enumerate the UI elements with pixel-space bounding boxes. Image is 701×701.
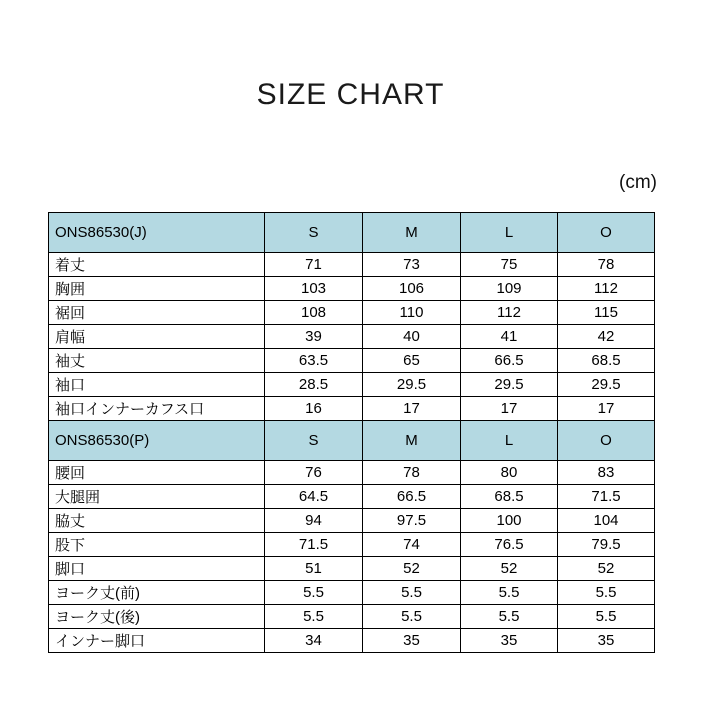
row-value-l: 5.5	[461, 581, 558, 605]
row-value-o: 35	[558, 629, 655, 653]
row-value-m: 106	[363, 277, 461, 301]
row-value-m: 73	[363, 253, 461, 277]
row-value-o: 5.5	[558, 581, 655, 605]
row-label: インナー脚口	[49, 629, 265, 653]
row-label: 袖口	[49, 373, 265, 397]
row-label: 脇丈	[49, 509, 265, 533]
row-label: 着丈	[49, 253, 265, 277]
row-label: 大腿囲	[49, 485, 265, 509]
row-value-l: 68.5	[461, 485, 558, 509]
row-value-s: 5.5	[265, 605, 363, 629]
row-value-l: 80	[461, 461, 558, 485]
header-cell-size-m: M	[363, 213, 461, 253]
row-value-o: 71.5	[558, 485, 655, 509]
table-header-row-pants	[49, 421, 655, 461]
table-row	[49, 461, 655, 485]
row-value-l: 100	[461, 509, 558, 533]
table-row	[49, 349, 655, 373]
row-value-m: 5.5	[363, 581, 461, 605]
row-label: 脚口	[49, 557, 265, 581]
table-row	[49, 557, 655, 581]
row-value-s: 103	[265, 277, 363, 301]
row-value-o: 115	[558, 301, 655, 325]
row-value-s: 28.5	[265, 373, 363, 397]
row-value-s: 63.5	[265, 349, 363, 373]
header-cell-size-m: M	[363, 421, 461, 461]
row-value-m: 74	[363, 533, 461, 557]
size-chart-table-wrap	[48, 212, 654, 653]
row-value-s: 76	[265, 461, 363, 485]
row-label: 袖丈	[49, 349, 265, 373]
table-row	[49, 253, 655, 277]
table-row	[49, 533, 655, 557]
row-value-s: 16	[265, 397, 363, 421]
row-value-o: 5.5	[558, 605, 655, 629]
table-row	[49, 485, 655, 509]
row-value-s: 94	[265, 509, 363, 533]
unit-note: (cm)	[619, 172, 657, 193]
row-label: 股下	[49, 533, 265, 557]
row-value-o: 83	[558, 461, 655, 485]
row-value-o: 68.5	[558, 349, 655, 373]
row-value-s: 34	[265, 629, 363, 653]
row-value-l: 112	[461, 301, 558, 325]
row-value-l: 35	[461, 629, 558, 653]
row-value-m: 29.5	[363, 373, 461, 397]
row-value-l: 17	[461, 397, 558, 421]
page-title: SIZE CHART	[256, 78, 445, 111]
header-cell-size-o: O	[558, 421, 655, 461]
row-value-s: 108	[265, 301, 363, 325]
table-row	[49, 581, 655, 605]
row-value-l: 41	[461, 325, 558, 349]
row-value-l: 29.5	[461, 373, 558, 397]
table-row	[49, 397, 655, 421]
row-value-s: 51	[265, 557, 363, 581]
table-row	[49, 301, 655, 325]
header-cell-size-s: S	[265, 213, 363, 253]
row-value-l: 52	[461, 557, 558, 581]
row-value-s: 64.5	[265, 485, 363, 509]
row-value-m: 5.5	[363, 605, 461, 629]
table-row	[49, 605, 655, 629]
row-value-s: 5.5	[265, 581, 363, 605]
row-value-m: 65	[363, 349, 461, 373]
row-value-o: 52	[558, 557, 655, 581]
row-value-l: 66.5	[461, 349, 558, 373]
table-row	[49, 277, 655, 301]
table-row	[49, 325, 655, 349]
row-value-m: 78	[363, 461, 461, 485]
row-value-o: 17	[558, 397, 655, 421]
row-label: 腰回	[49, 461, 265, 485]
table-header-row-jacket	[49, 213, 655, 253]
row-value-o: 104	[558, 509, 655, 533]
row-label: ヨーク丈(後)	[49, 605, 265, 629]
row-value-s: 39	[265, 325, 363, 349]
row-value-l: 5.5	[461, 605, 558, 629]
row-value-o: 79.5	[558, 533, 655, 557]
header-cell-size-o: O	[558, 213, 655, 253]
header-cell-size-l: L	[461, 421, 558, 461]
header-cell-size-s: S	[265, 421, 363, 461]
size-chart-table	[48, 212, 655, 653]
table-row	[49, 629, 655, 653]
row-value-m: 35	[363, 629, 461, 653]
row-value-m: 97.5	[363, 509, 461, 533]
row-value-o: 42	[558, 325, 655, 349]
row-value-o: 78	[558, 253, 655, 277]
table-row	[49, 509, 655, 533]
row-value-s: 71.5	[265, 533, 363, 557]
row-value-m: 17	[363, 397, 461, 421]
row-value-m: 66.5	[363, 485, 461, 509]
row-value-m: 52	[363, 557, 461, 581]
row-value-o: 112	[558, 277, 655, 301]
row-value-l: 76.5	[461, 533, 558, 557]
table-row	[49, 373, 655, 397]
header-cell-model-jacket: ONS86530(J)	[49, 213, 265, 253]
row-label: 袖口インナーカフス口	[49, 397, 265, 421]
row-value-o: 29.5	[558, 373, 655, 397]
header-cell-model-pants: ONS86530(P)	[49, 421, 265, 461]
row-value-m: 40	[363, 325, 461, 349]
row-value-l: 75	[461, 253, 558, 277]
row-label: 胸囲	[49, 277, 265, 301]
row-value-s: 71	[265, 253, 363, 277]
row-value-l: 109	[461, 277, 558, 301]
row-label: 裾回	[49, 301, 265, 325]
row-value-m: 110	[363, 301, 461, 325]
row-label: 肩幅	[49, 325, 265, 349]
row-label: ヨーク丈(前)	[49, 581, 265, 605]
header-cell-size-l: L	[461, 213, 558, 253]
